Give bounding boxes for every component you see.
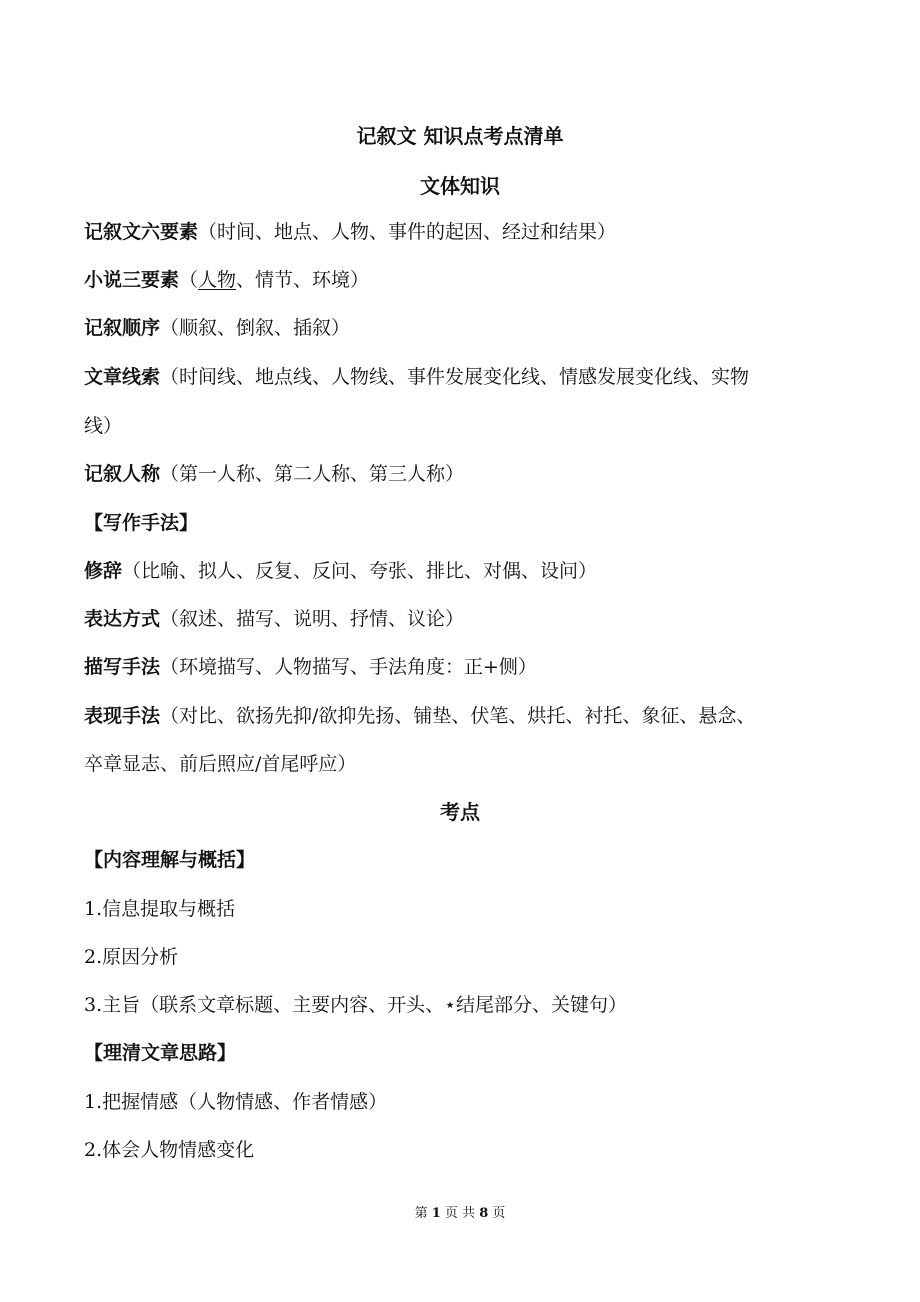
description-line (84, 655, 844, 679)
writing-techniques-header-text: 【写作手法】 (84, 512, 199, 534)
narrative-order-term: 记叙顺序 (84, 317, 161, 339)
document-title: 记叙文 知识点考点清单 (356, 124, 564, 148)
expression-line (84, 607, 844, 631)
clarify-thinking-header (84, 1041, 844, 1065)
expression-term: 表达方式 (84, 608, 161, 630)
performance-line (84, 704, 844, 728)
narrative-person-line (84, 462, 844, 486)
clue-term: 文章线索 (84, 366, 161, 388)
expression-desc: （叙述、描写、说明、抒情、议论） (160, 608, 465, 630)
description-term: 描写手法 (84, 656, 161, 678)
clarify-thinking-header-text: 【理清文章思路】 (84, 1042, 237, 1064)
novel-elements-term: 小说三要素 (84, 269, 180, 291)
clue-line (84, 365, 844, 389)
footer-total-pages: 8 (479, 1206, 489, 1221)
rhetoric-desc: （比喻、拟人、反复、反问、夸张、排比、对偶、设问） (122, 560, 598, 582)
performance-desc: （对比、欲扬先抑/欲抑先扬、铺垫、伏笔、烘托、衬托、象征、悬念、 (160, 705, 756, 727)
narrative-person-desc: （第一人称、第二人称、第三人称） (160, 463, 465, 485)
novel-elements-line (84, 268, 844, 292)
novel-open-paren: （ (179, 269, 199, 291)
novel-underlined-word: 人物 (198, 269, 237, 291)
list-item: 1.信息提取与概括 (84, 898, 236, 920)
clue-desc: （时间线、地点线、人物线、事件发展变化线、情感发展变化线、实物 (160, 366, 750, 388)
footer-middle: 页 共 (444, 1206, 476, 1221)
clue-continuation: 线） (84, 415, 123, 437)
rhetoric-term: 修辞 (84, 560, 123, 582)
six-elements-term: 记叙文六要素 (84, 221, 199, 243)
footer-suffix: 页 (492, 1206, 506, 1221)
writing-techniques-header (84, 511, 844, 535)
section-heading-exam-points: 考点 (440, 800, 480, 824)
rhetoric-line (84, 559, 844, 583)
list-item: 2.原因分析 (84, 946, 179, 968)
footer-prefix: 第 (414, 1206, 428, 1221)
six-elements-line (84, 220, 844, 244)
description-desc: （环境描写、人物描写、手法角度：正+侧） (160, 656, 537, 678)
six-elements-desc: （时间、地点、人物、事件的起因、经过和结果） (198, 221, 617, 243)
footer-page-number: 1 (431, 1206, 441, 1221)
content-understanding-header-text: 【内容理解与概括】 (84, 849, 256, 871)
novel-elements-rest: 、情节、环境） (236, 269, 370, 291)
page-footer (0, 1206, 920, 1222)
narrative-order-desc: （顺叙、倒叙、插叙） (160, 317, 351, 339)
performance-continuation: 卒章显志、前后照应/首尾呼应） (84, 753, 357, 775)
content-understanding-header (84, 848, 844, 872)
narrative-order-line (84, 316, 844, 340)
list-item: 1.把握情感（人物情感、作者情感） (84, 1091, 388, 1113)
section-heading-genre: 文体知识 (420, 174, 500, 198)
narrative-person-term: 记叙人称 (84, 463, 161, 485)
list-item: 2.体会人物情感变化 (84, 1139, 255, 1161)
list-item: 3.主旨（联系文章标题、主要内容、开头、⋆结尾部分、关键句） (84, 994, 628, 1016)
performance-term: 表现手法 (84, 705, 161, 727)
